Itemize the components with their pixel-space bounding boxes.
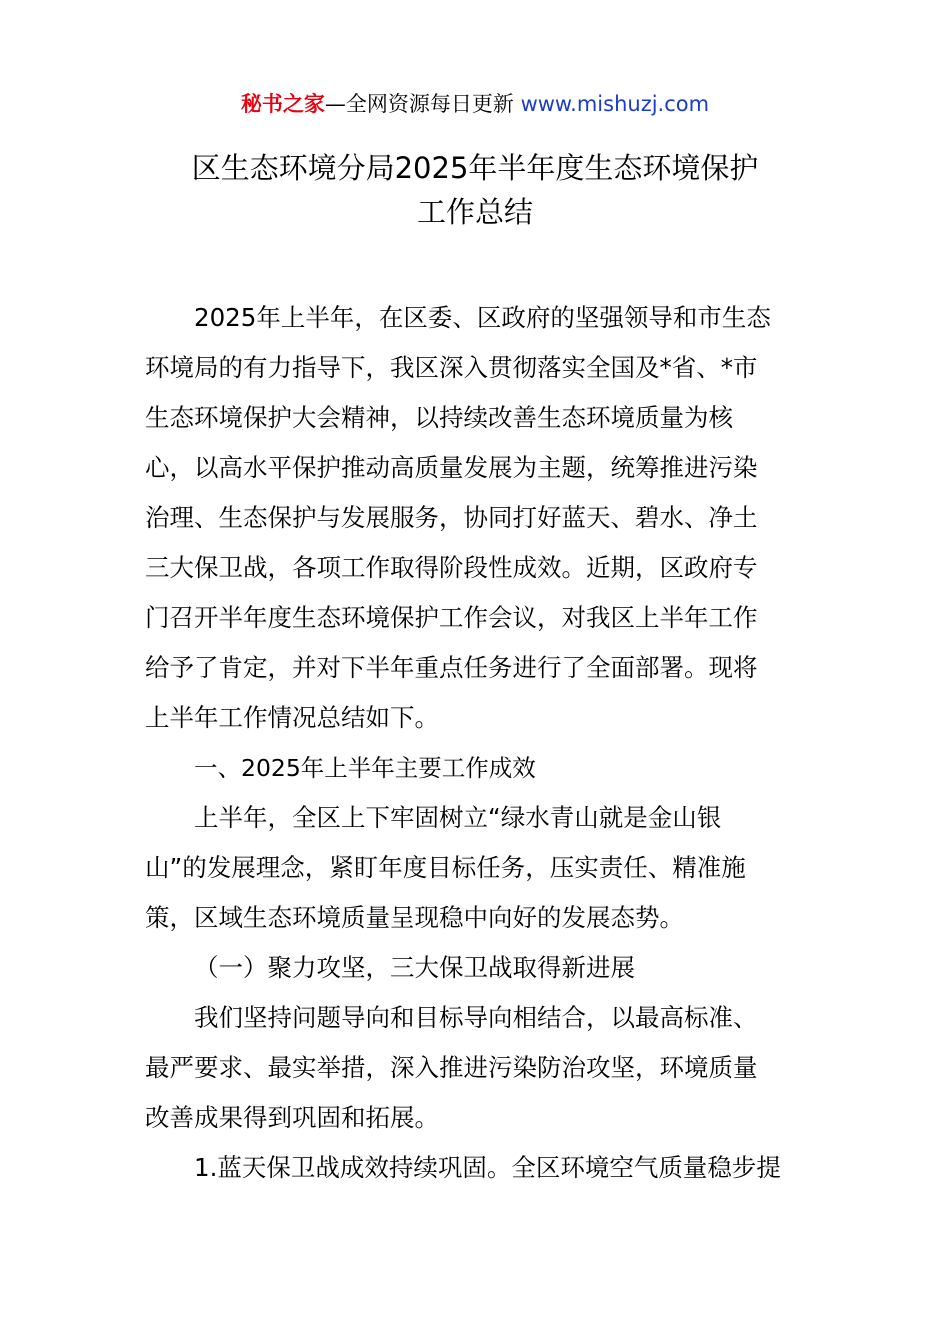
text-line: 我们坚持问题导向和目标导向相结合，以最高标准、: [194, 1003, 758, 1032]
document-title-line-1: 区生态环境分局2025年半年度生态环境保护: [191, 151, 759, 185]
text-line: 改善成果得到巩固和拓展。: [145, 1103, 439, 1132]
text-line: 最严要求、最实举措，深入推进污染防治攻坚，环境质量: [145, 1053, 758, 1082]
section-heading-1: [145, 743, 805, 793]
text-line: 1.蓝天保卫战成效持续巩固。全区环境空气质量稳步提: [194, 1153, 781, 1182]
text-line: 环境局的有力指导下，我区深入贯彻落实全国及*省、*市: [145, 353, 758, 382]
document-title-line-2: 工作总结: [416, 195, 533, 229]
text-line: 三大保卫战，各项工作取得阶段性成效。近期，区政府专: [145, 553, 758, 582]
text-line: 门召开半年度生态环境保护工作会议，对我区上半年工作: [145, 603, 758, 632]
section-1-paragraph: [145, 793, 805, 943]
text-line: 心，以高水平保护推动高质量发展为主题，统筹推进污染: [145, 453, 758, 482]
header-tagline: —全网资源每日更新: [324, 92, 521, 116]
brand-name: 秘书之家: [240, 92, 325, 116]
subsection-heading-1: [145, 943, 805, 993]
text-line: 治理、生态保护与发展服务，协同打好蓝天、碧水、净土: [145, 503, 758, 532]
item-1-paragraph: [145, 1143, 805, 1193]
site-header-banner: [0, 88, 950, 120]
document-title: [0, 146, 950, 234]
document-body: [145, 293, 805, 1193]
text-line: 给予了肯定，并对下半年重点任务进行了全面部署。现将: [145, 653, 758, 682]
text-line: 一、2025年上半年主要工作成效: [194, 754, 536, 782]
text-line: 2025年上半年，在区委、区政府的坚强领导和市生态: [194, 303, 771, 332]
text-line: 山”的发展理念，紧盯年度目标任务，压实责任、精准施: [145, 853, 746, 882]
text-line: 策，区域生态环境质量呈现稳中向好的发展态势。: [145, 903, 684, 932]
subsection-1-paragraph: [145, 993, 805, 1143]
text-line: 上半年，全区上下牢固树立“绿水青山就是金山银: [194, 803, 722, 832]
text-line: 上半年工作情况总结如下。: [145, 703, 439, 732]
site-url-link[interactable]: www.mishuzj.com: [520, 92, 710, 116]
text-line: 生态环境保护大会精神，以持续改善生态环境质量为核: [145, 403, 733, 432]
text-line: （一）聚力攻坚，三大保卫战取得新进展: [194, 953, 635, 982]
intro-paragraph: [145, 293, 805, 743]
